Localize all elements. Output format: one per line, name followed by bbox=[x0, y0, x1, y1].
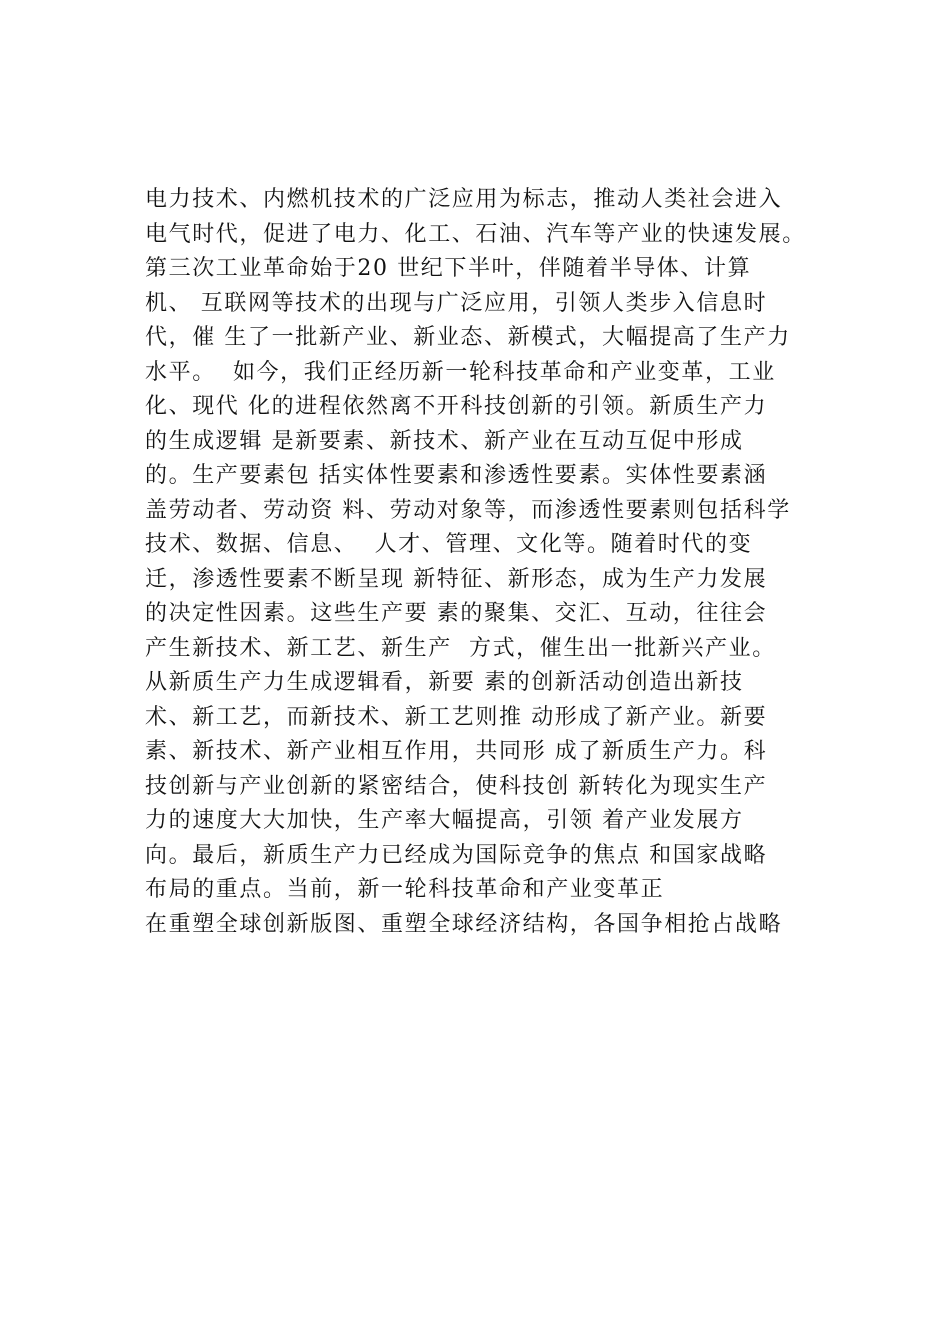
text-line: 水平。 如今，我们正经历新一轮科技革命和产业变革，工业 bbox=[145, 359, 776, 385]
text-line: 第三次工业革命始于20 世纪下半叶，伴随着半导体、计算 bbox=[145, 256, 752, 281]
text-line: 力的速度大大加快，生产率大幅提高，引领 着产业发展方 bbox=[145, 808, 744, 833]
text-line: 向。最后，新质生产力已经成为国际竞争的焦点 和国家战略 bbox=[145, 842, 768, 868]
text-line: 机、 互联网等技术的出现与广泛应用，引领人类步入信息时 bbox=[145, 290, 768, 316]
text-line: 技创新与产业创新的紧密结合，使科技创 新转化为现实生产 bbox=[145, 773, 768, 799]
text-line: 电力技术、内燃机技术的广泛应用为标志，推动人类社会进入 bbox=[145, 187, 783, 212]
text-line: 化、现代 化的进程依然离不开科技创新的引领。新质生产力 bbox=[145, 394, 768, 419]
text-line: 电气时代，促进了电力、化工、石油、汽车等产业的快速发展。 bbox=[145, 221, 806, 247]
text-line: 的决定性因素。这些生产要 素的聚集、交汇、互动，往往会 bbox=[145, 601, 768, 626]
text-line: 素、新技术、新产业相互作用，共同形 成了新质生产力。科 bbox=[145, 739, 768, 764]
text-line: 在重塑全球创新版图、重塑全球经济结构，各国争相抢占战略 bbox=[145, 911, 783, 937]
text-line: 布局的重点。当前，新一轮科技革命和产业变革正 bbox=[145, 877, 665, 902]
text-line: 术、新工艺，而新技术、新工艺则推 动形成了新产业。新要 bbox=[145, 704, 768, 730]
text-line: 的生成逻辑 是新要素、新技术、新产业在互动互促中形成 bbox=[145, 428, 744, 454]
text-line: 代，催 生了一批新产业、新业态、新模式，大幅提高了生产力 bbox=[145, 325, 791, 350]
text-line: 迁，渗透性要素不断呈现 新特征、新形态，成为生产力发展 bbox=[145, 566, 768, 592]
text-line: 产生新技术、新工艺、新生产 方式，催生出一批新兴产业。 bbox=[145, 635, 776, 661]
text-line: 从新质生产力生成逻辑看，新要 素的创新活动创造出新技 bbox=[145, 670, 744, 695]
text-line: 技术、数据、信息、 人才、管理、文化等。随着时代的变 bbox=[145, 532, 753, 557]
body-text bbox=[145, 183, 825, 942]
text-line: 的。生产要素包 括实体性要素和渗透性要素。实体性要素涵 bbox=[145, 463, 768, 488]
text-line: 盖劳动者、劳动资 料、劳动对象等，而渗透性要素则包括科学 bbox=[145, 497, 791, 523]
